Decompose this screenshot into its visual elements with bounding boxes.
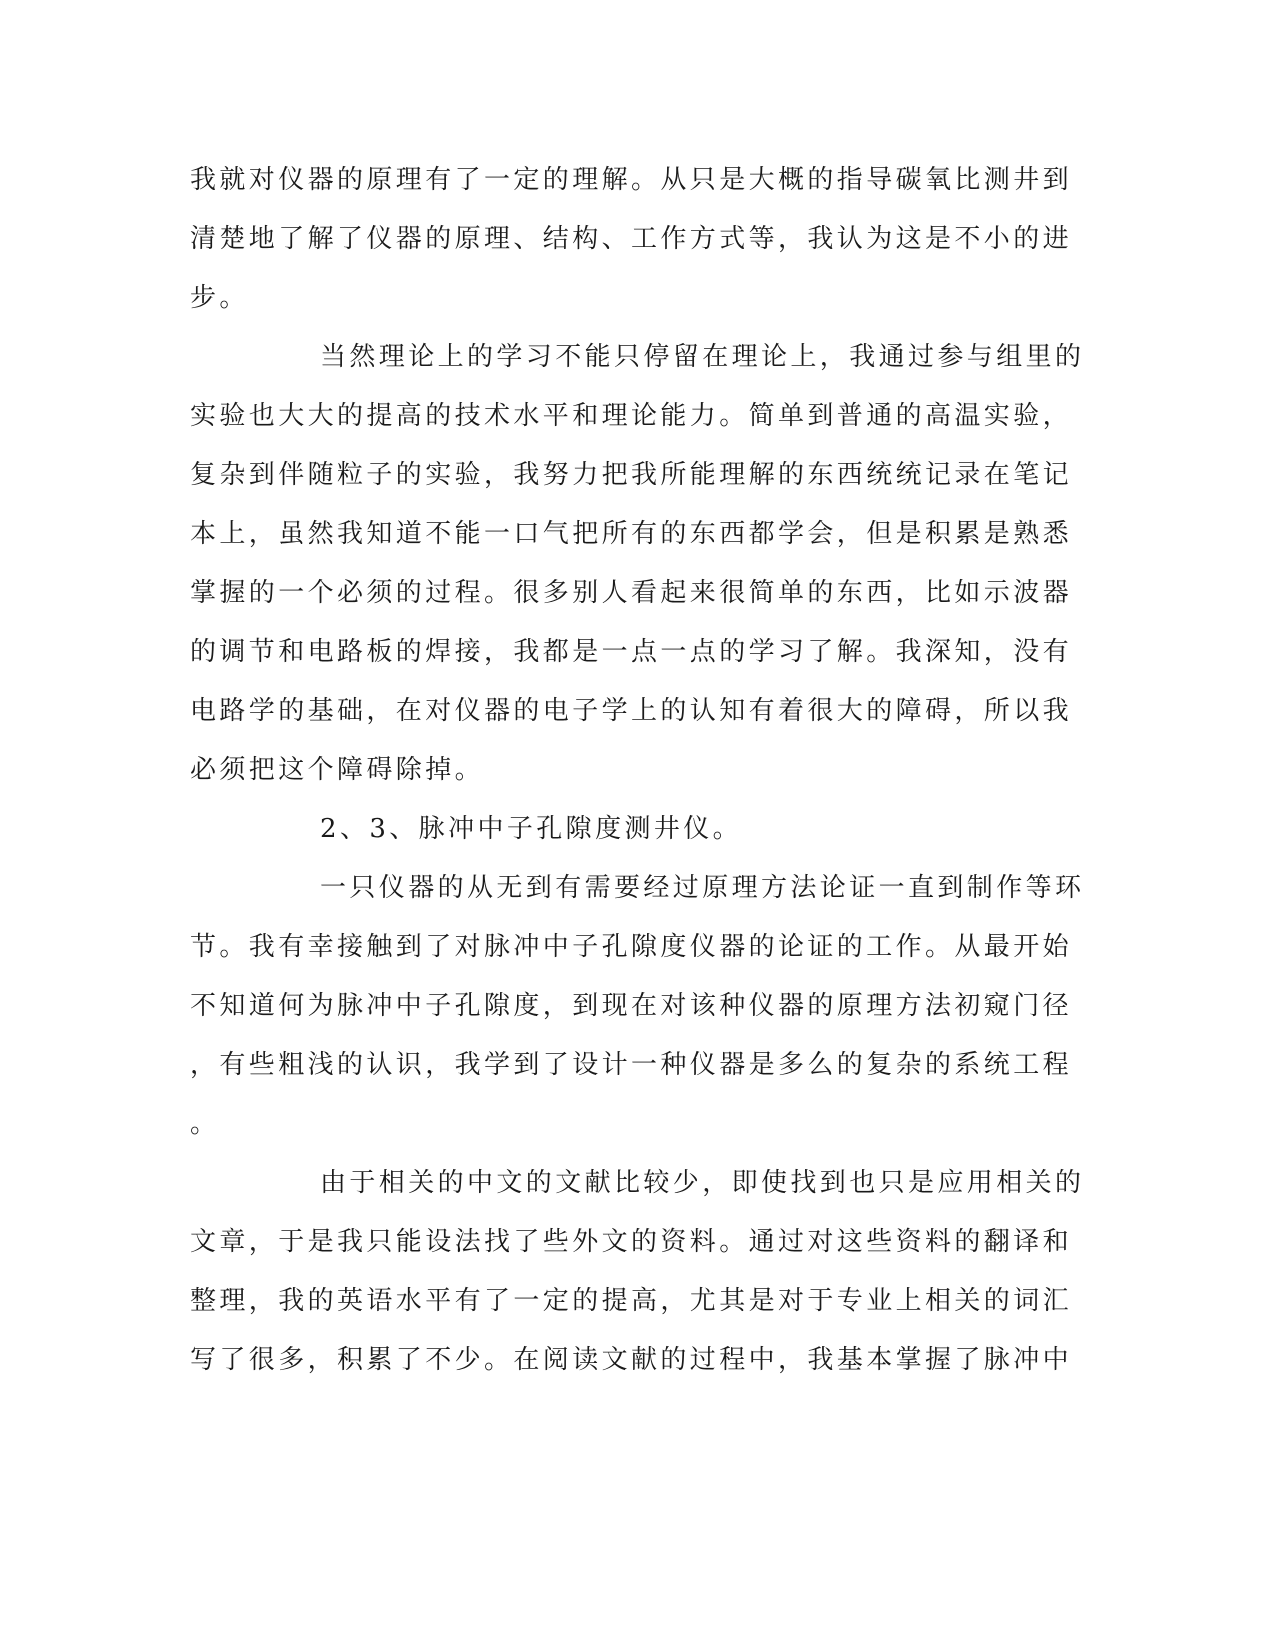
paragraph-first-line: 由于相关的中文的文献比较少，即使找到也只是应用相关的 [320,1168,1085,1198]
text-line: 清楚地了解了仪器的原理、结构、工作方式等，我认为这是不小的进 [190,224,1073,254]
paragraph-first-line: 一只仪器的从无到有需要经过原理方法论证一直到制作等环 [320,873,1085,903]
text-line: 写了很多，积累了不少。在阅读文献的过程中，我基本掌握了脉冲中 [190,1345,1073,1375]
text-line: 掌握的一个必须的过程。很多别人看起来很简单的东西，比如示波器 [190,578,1073,608]
text-line: 复杂到伴随粒子的实验，我努力把我所能理解的东西统统记录在笔记 [190,460,1073,490]
text-line: 步。 [190,283,249,313]
text-line: 。 [190,1109,220,1139]
text-line: 不知道何为脉冲中子孔隙度，到现在对该种仪器的原理方法初窥门径 [190,991,1073,1021]
text-line: 的调节和电路板的焊接，我都是一点一点的学习了解。我深知，没有 [190,637,1073,667]
text-line: 本上，虽然我知道不能一口气把所有的东西都学会，但是积累是熟悉 [190,519,1073,549]
text-line: 节。我有幸接触到了对脉冲中子孔隙度仪器的论证的工作。从最开始 [190,932,1073,962]
text-line: 电路学的基础，在对仪器的电子学上的认知有着很大的障碍，所以我 [190,696,1073,726]
text-line: ，有些粗浅的认识，我学到了设计一种仪器是多么的复杂的系统工程 [190,1050,1073,1080]
section-heading: 2、3、脉冲中子孔隙度测井仪。 [320,814,743,844]
text-line: 必须把这个障碍除掉。 [190,755,485,785]
text-line: 文章，于是我只能设法找了些外文的资料。通过对这些资料的翻译和 [190,1227,1073,1257]
text-line: 我就对仪器的原理有了一定的理解。从只是大概的指导碳氧比测井到 [190,165,1073,195]
text-line: 整理，我的英语水平有了一定的提高，尤其是对于专业上相关的词汇 [190,1286,1073,1316]
text-line: 实验也大大的提高的技术水平和理论能力。简单到普通的高温实验， [190,401,1073,431]
paragraph-first-line: 当然理论上的学习不能只停留在理论上，我通过参与组里的 [320,342,1085,372]
